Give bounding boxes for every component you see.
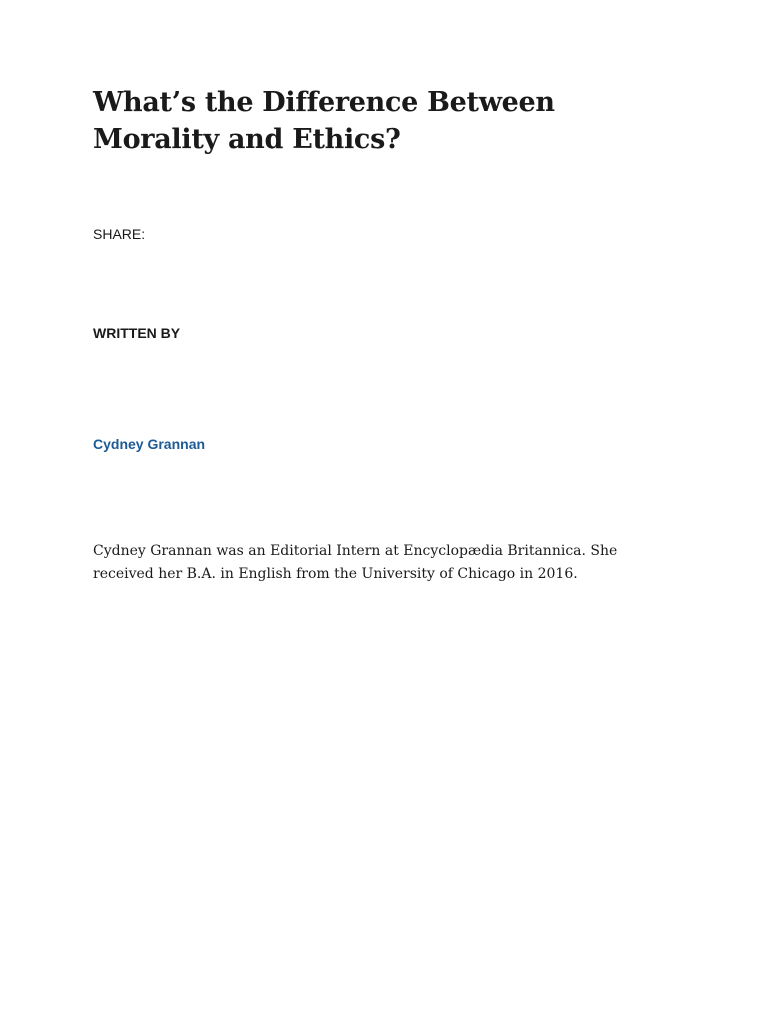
article-title: What’s the Difference Between Morality and Ethics?: [93, 87, 555, 155]
written-by-label: WRITTEN BY: [93, 325, 181, 341]
author-link[interactable]: Cydney Grannan: [93, 436, 206, 452]
share-label: SHARE:: [93, 226, 146, 242]
author-bio: Cydney Grannan was an Editorial Intern at Encyclopædia Britannica. She received her B.A. in English from the University of Chicago in 2016.: [93, 543, 618, 582]
share-section: [93, 226, 145, 242]
